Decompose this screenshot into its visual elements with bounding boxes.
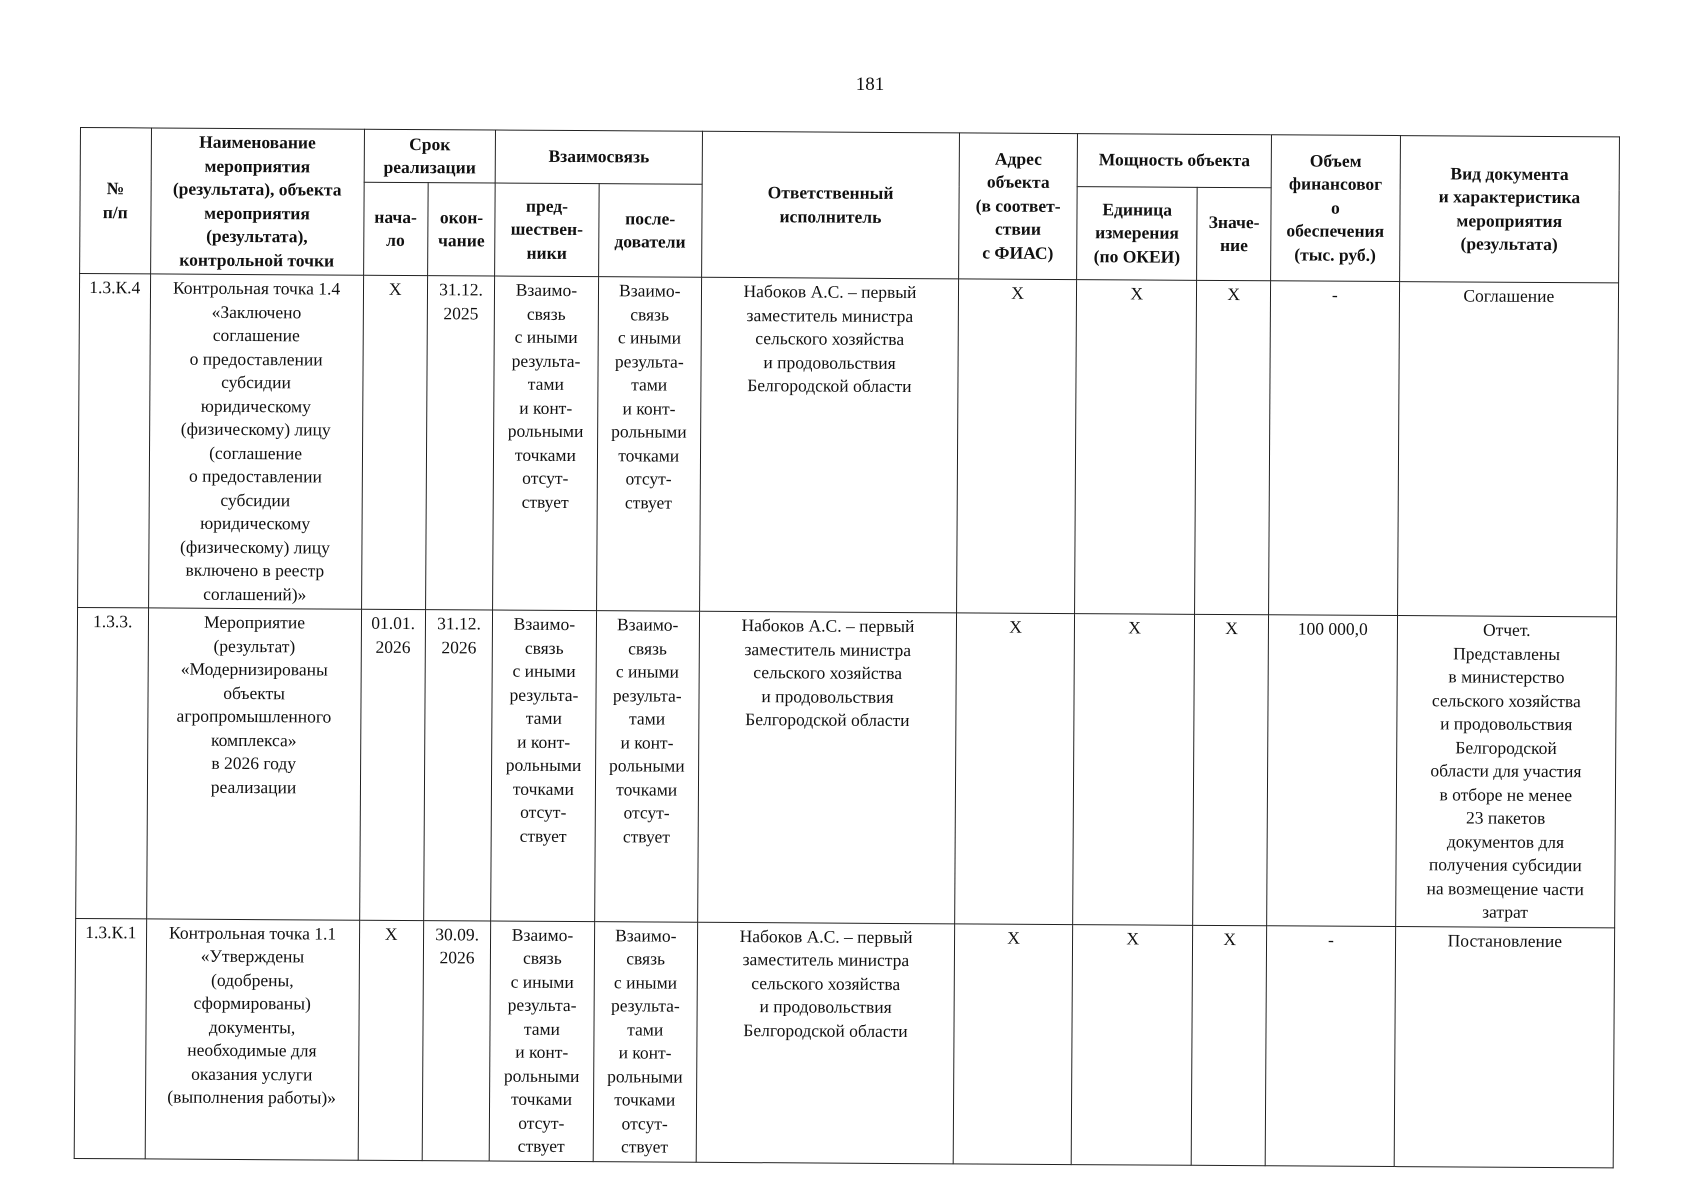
row-unit: X xyxy=(1075,280,1197,615)
header-period-end: окон- чание xyxy=(427,183,495,276)
header-period: Срок реализации xyxy=(364,129,496,183)
row-start: X xyxy=(358,920,424,1160)
row-address: X xyxy=(955,613,1075,924)
header-unit: Единица измерения (по ОКЕИ) xyxy=(1077,187,1198,281)
header-relation: Взаимосвязь xyxy=(495,130,702,184)
header-address: Адрес объекта (в соответ- ствии с ФИАС) xyxy=(959,133,1078,280)
row-successors: Взаимо- связь с иными результа- тами и конт- рольными точками отсут- ствует xyxy=(596,277,701,612)
row-funding: - xyxy=(1269,281,1400,616)
row-unit: X xyxy=(1071,924,1193,1165)
row-end: 31.12. 2026 xyxy=(423,610,492,921)
row-value: X xyxy=(1195,280,1271,614)
row-end: 31.12. 2025 xyxy=(425,276,494,610)
row-funding: - xyxy=(1265,925,1395,1166)
measures-table xyxy=(74,127,1620,1168)
table-row xyxy=(74,918,1614,1167)
row-num: 1.3.3. xyxy=(76,607,149,918)
page-number: 181 xyxy=(855,74,885,95)
row-start: X xyxy=(361,275,427,609)
row-name: Мероприятие (результат) «Модернизированы объекты агропромышленного комплекса» в 2026 году реализации xyxy=(146,608,361,920)
row-end: 30.09. 2026 xyxy=(422,920,491,1160)
row-predecessors: Взаимо- связь с иными результа- тами и конт- рольными точками отсут- ствует xyxy=(493,276,598,611)
row-responsible: Набоков А.С. – первый заместитель министра сельского хозяйства и продовольствия Белгородской области xyxy=(696,922,955,1164)
header-predecessors: пред- шествен- ники xyxy=(495,183,599,277)
row-name: Контрольная точка 1.4 «Заключено соглашение о предоставлении субсидии юридическому (физическому) лицу (соглашение о предоставлении субсидии юридическому (физическому) лицу включено в реестр соглашений)» xyxy=(148,274,363,609)
row-num: 1.3.К.1 xyxy=(74,918,146,1158)
row-successors: Взаимо- связь с иными результа- тами и конт- рольными точками отсут- ствует xyxy=(593,921,698,1162)
row-predecessors: Взаимо- связь с иными результа- тами и конт- рольными точками отсут- ствует xyxy=(489,921,594,1162)
row-predecessors: Взаимо- связь с иными результа- тами и конт- рольными точками отсут- ствует xyxy=(491,610,596,921)
row-num: 1.3.К.4 xyxy=(78,274,151,608)
header-responsible: Ответственный исполнитель xyxy=(701,131,959,279)
row-doc-type: Отчет. Представлены в министерство сельского хозяйства и продовольствия Белгородской области для участия в отборе не менее 23 пакетов документов для получения субсидии на возмещение части затрат xyxy=(1395,616,1616,928)
row-responsible: Набоков А.С. – первый заместитель министра сельского хозяйства и продовольствия Белгородской области xyxy=(698,611,957,923)
table-header xyxy=(80,128,1620,283)
row-address: X xyxy=(953,923,1073,1164)
header-name: Наименование мероприятия (результата), объекта мероприятия (результата), контрольной точки xyxy=(150,128,364,275)
header-doc-type: Вид документа и характеристика мероприятия (результата) xyxy=(1399,136,1619,283)
table-row xyxy=(76,607,1617,927)
row-successors: Взаимо- связь с иными результа- тами и конт- рольными точками отсут- ствует xyxy=(594,611,699,922)
header-period-start: нача- ло xyxy=(363,182,428,275)
row-unit: X xyxy=(1073,614,1195,925)
row-funding: 100 000,0 xyxy=(1267,615,1397,926)
row-name: Контрольная точка 1.1 «Утверждены (одобрены, сформированы) документы, необходимые для оказания услуги (выполнения работы)» xyxy=(145,918,359,1159)
row-value: X xyxy=(1191,925,1266,1165)
row-address: X xyxy=(957,279,1077,614)
row-doc-type: Постановление xyxy=(1394,926,1615,1167)
row-value: X xyxy=(1193,614,1269,925)
row-start: 01.01. 2026 xyxy=(359,609,425,920)
header-num: № п/п xyxy=(80,128,151,274)
row-doc-type: Соглашение xyxy=(1397,282,1618,617)
header-funding: Объем финансовог о обеспечения (тыс. руб.) xyxy=(1271,135,1400,282)
row-responsible: Набоков А.С. – первый заместитель министра сельского хозяйства и продовольствия Белгородской области xyxy=(699,277,958,613)
header-successors: после- дователи xyxy=(598,184,702,278)
header-value: Значе- ние xyxy=(1197,187,1271,280)
table-row xyxy=(78,274,1619,617)
header-capacity: Мощность объекта xyxy=(1077,134,1271,188)
